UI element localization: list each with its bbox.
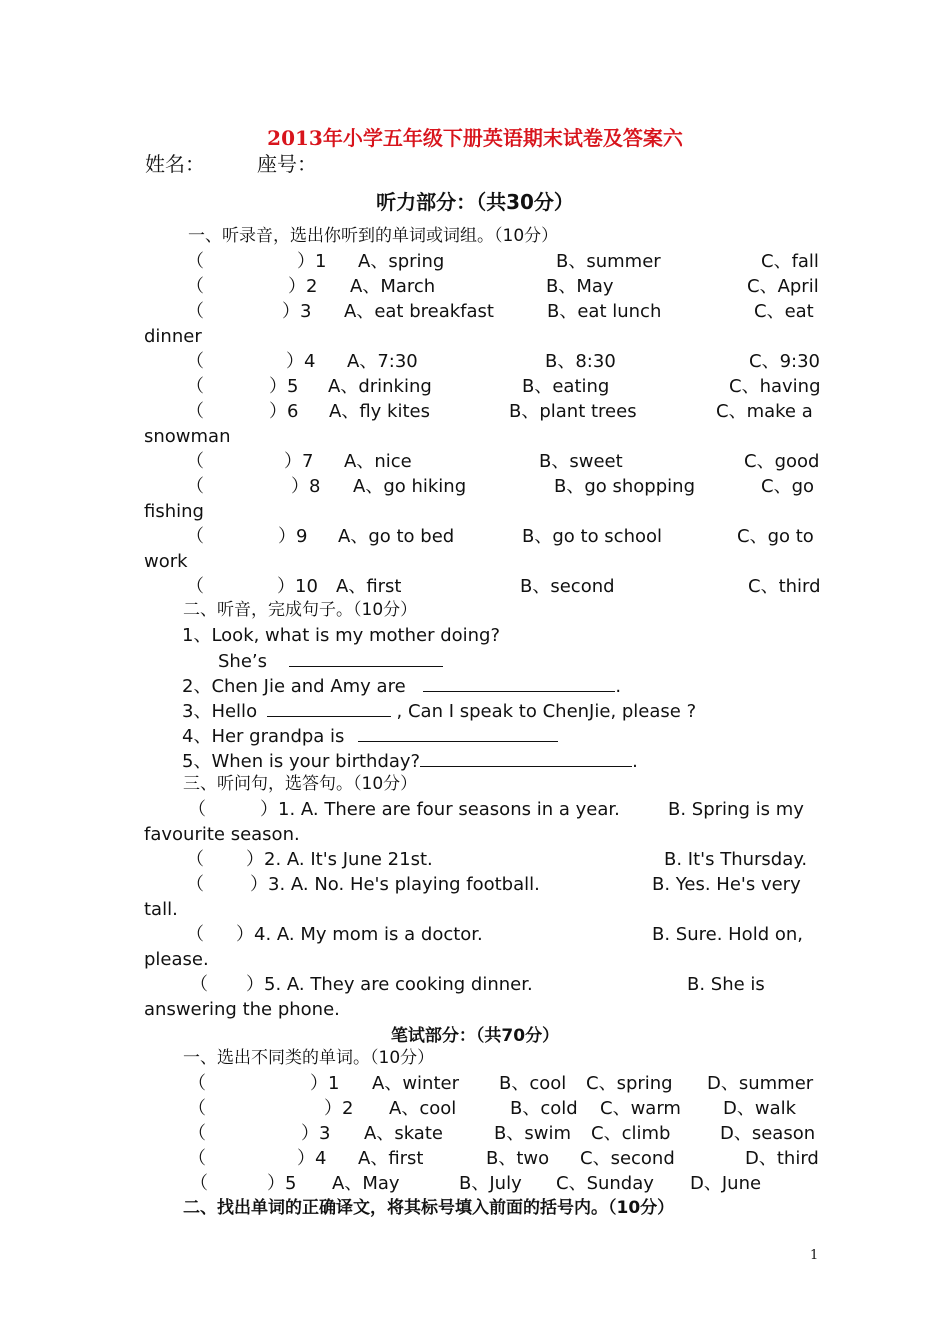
fill-sentence-4: 4、Her grandpa is	[182, 723, 558, 748]
listening-part1-item: （ ）4 A、7:30 B、8:30 C、9:30	[186, 351, 820, 372]
fill-sentence-1-answer: She’s	[218, 648, 443, 673]
page-number: 1	[810, 1248, 819, 1263]
listening-part3-wrap: favourite season.	[144, 824, 300, 845]
written-part1-item: （ ）1 A、winter B、cool C、spring D、summer	[188, 1073, 814, 1094]
answer-blank[interactable]	[423, 673, 615, 692]
listening-part3-wrap: tall.	[144, 899, 178, 920]
listening-part1-item: （ ）1 A、spring B、summer C、fall	[186, 251, 819, 272]
written-part1-instruction: 一、选出不同类的单词。（10分）	[183, 1048, 435, 1068]
fill-sentence-3: 3、Hello , Can I speak to ChenJie, please ?	[182, 698, 696, 723]
answer-blank[interactable]	[289, 648, 443, 667]
listening-part3-item: （ ）4. A. My mom is a doctor. B. Sure. Hold on,	[186, 924, 803, 945]
listening-part1-item: （ ）10 A、first B、second C、third	[186, 576, 821, 597]
listening-part1-item: （ ）8 A、go hiking B、go shopping C、go	[186, 476, 815, 497]
answer-blank[interactable]	[358, 723, 558, 742]
listening-part1-wrap: work	[144, 551, 188, 572]
written-heading: 笔试部分：（共70分）	[390, 1026, 560, 1046]
listening-part1-item: （ ）9 A、go to bed B、go to school C、go to	[186, 526, 814, 547]
fill-sentence-1: 1、Look, what is my mother doing?	[182, 625, 501, 646]
listening-part1-item: （ ）7 A、nice B、sweet C、good	[186, 451, 820, 472]
listening-part3-item: （ ）1. A. There are four seasons in a year. B. Spring is my	[188, 799, 804, 820]
listening-part3-instruction: 三、听问句，选答句。（10分）	[183, 774, 418, 794]
name-label: 姓名：	[145, 152, 205, 176]
listening-part1-item: （ ）3 A、eat breakfast B、eat lunch C、eat	[186, 301, 814, 322]
answer-blank[interactable]	[267, 698, 391, 717]
written-part1-item: （ ）3 A、skate B、swim C、climb D、season	[188, 1123, 816, 1144]
fill-sentence-5: 5、When is your birthday? .	[182, 748, 638, 773]
listening-part3-item: （ ）2. A. It's June 21st. B. It's Thursday.	[186, 849, 808, 870]
listening-part1-wrap: snowman	[144, 426, 231, 447]
written-part1-item: （ ）5 A、May B、July C、Sunday D、June	[190, 1173, 762, 1194]
listening-part1-wrap: fishing	[144, 501, 204, 522]
listening-part1-instruction: 一、听录音，选出你听到的单词或词组。（10分）	[188, 226, 559, 246]
answer-blank[interactable]	[420, 748, 632, 767]
listening-part1-item: （ ）5 A、drinking B、eating C、having	[186, 376, 821, 397]
listening-part2-instruction: 二、听音，完成句子。（10分）	[183, 600, 418, 620]
listening-part1-wrap: dinner	[144, 326, 202, 347]
written-part1-item: （ ）4 A、first B、two C、second D、third	[188, 1148, 819, 1169]
fill-sentence-2: 2、Chen Jie and Amy are .	[182, 673, 621, 698]
listening-heading: 听力部分：（共30分）	[376, 190, 574, 214]
listening-part3-wrap: please.	[144, 949, 209, 970]
written-part2-instruction: 二、找出单词的正确译文，将其标号填入前面的括号内。（10分）	[183, 1198, 675, 1218]
page-title: 2013年小学五年级下册英语期末试卷及答案六	[267, 126, 683, 150]
listening-part3-item: （ ）5. A. They are cooking dinner. B. She is	[190, 974, 765, 995]
written-part1-item: （ ）2 A、cool B、cold C、warm D、walk	[188, 1098, 797, 1119]
seat-label: 座号：	[257, 152, 317, 176]
listening-part3-wrap: answering the phone.	[144, 999, 340, 1020]
listening-part1-item: （ ）6 A、fly kites B、plant trees C、make a	[186, 401, 813, 422]
listening-part3-item: （ ）3. A. No. He's playing football. B. Yes. He's very	[186, 874, 801, 895]
listening-part1-item: （ ）2 A、March B、May C、April	[186, 276, 819, 297]
